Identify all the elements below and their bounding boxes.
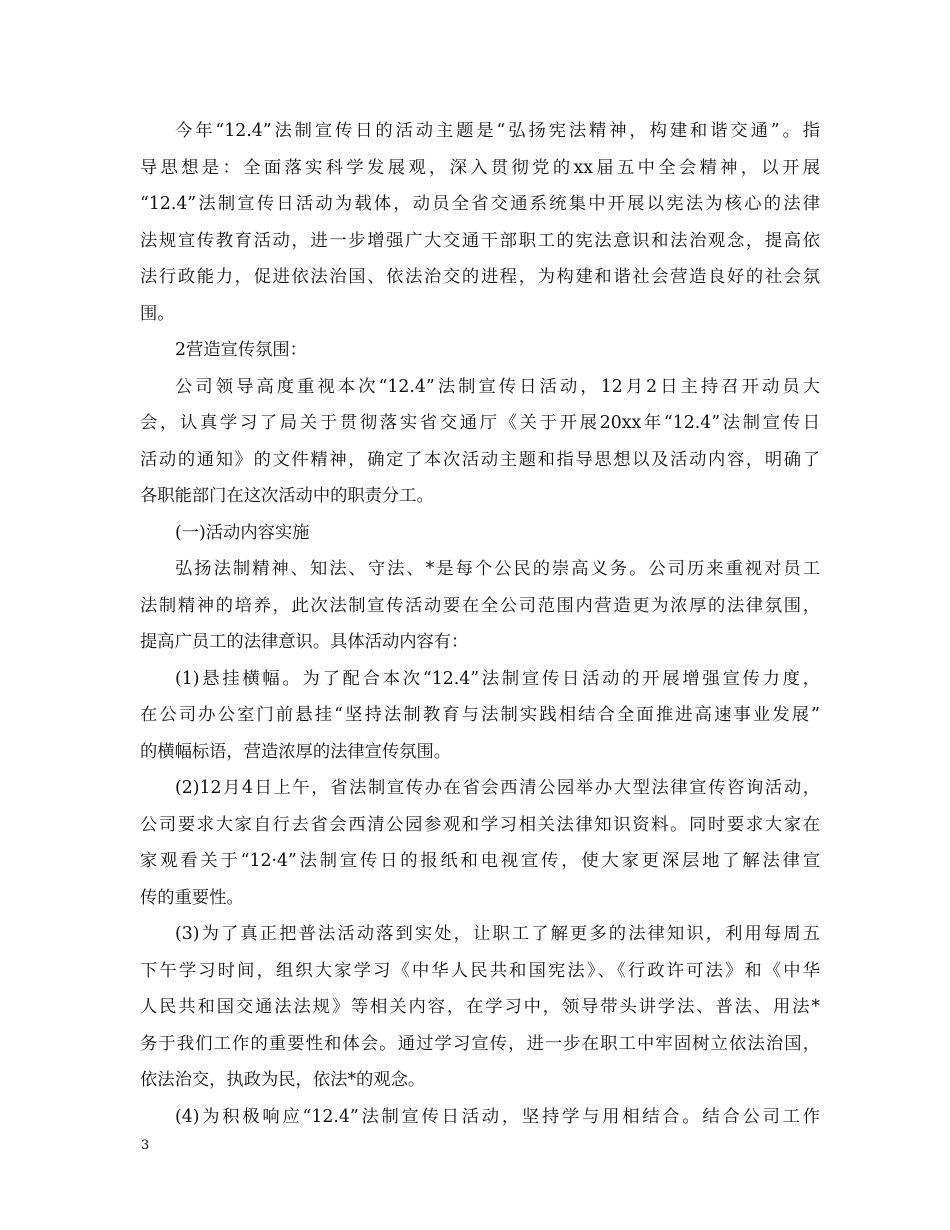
text-line: 会，认真学习了局关于贯彻落实省交通厅《关于开展20xx年“12.4”法制宣传日 — [140, 413, 820, 433]
page-number: 3 — [141, 1138, 150, 1153]
text-line: 公司领导高度重视本次“12.4”法制宣传日活动，12月2日主持召开动员大 — [175, 376, 820, 397]
text-line: 在公司办公室门前悬挂“坚持法制教育与法制实践相结合全面推进高速事业发展” — [140, 705, 820, 725]
text-line: 下午学习时间，组织大家学习《中华人民共和国宪法》、《行政许可法》和《中华 — [140, 960, 820, 981]
text-line: 各职能部门在这次活动中的职责分工。 — [140, 486, 434, 506]
text-line: 法规宣传教育活动，进一步增强广大交通干部职工的宪法意识和法治观念，提高依 — [140, 230, 820, 251]
text-line: 人民共和国交通法法规》等相关内容，在学习中，领导带头讲学法、普法、用法* — [140, 997, 820, 1017]
text-line: (2)12月4日上午，省法制宣传办在省会西清公园举办大型法律宣传咨询活动， — [175, 778, 820, 798]
text-line: 公司要求大家自行去省会西清公园参观和学习相关法律知识资料。同时要求大家在 — [140, 814, 820, 835]
text-line: 活动的通知》的文件精神，确定了本次活动主题和指导思想以及活动内容，明确了 — [140, 449, 820, 470]
text-line: (4)为积极响应“12.4”法制宣传日活动，坚持学与用相结合。结合公司工作 — [175, 1106, 820, 1127]
text-line: 家观看关于“12·4”法制宣传日的报纸和电视宣传，使大家更深层地了解法律宣 — [140, 851, 820, 871]
text-line: 法行政能力，促进依法治国、依法治交的进程，为构建和谐社会营造良好的社会氛 — [140, 267, 820, 287]
text-line: 弘扬法制精神、知法、守法、*是每个公民的崇高义务。公司历来重视对员工 — [175, 559, 820, 579]
text-line: 导思想是：全面落实科学发展观，深入贯彻党的xx届五中全会精神，以开展 — [140, 157, 820, 178]
text-line: (1)悬挂横幅。为了配合本次“12.4”法制宣传日活动的开展增强宣传力度， — [175, 668, 820, 689]
text-line: 法制精神的培养，此次法制宣传活动要在全公司范围内营造更为浓厚的法律氛围， — [140, 595, 820, 616]
text-line: 2营造宣传氛围： — [175, 340, 307, 360]
text-line: 围。 — [140, 303, 175, 324]
text-line: 依法治交，执政为民，依法*的观念。 — [140, 1070, 426, 1090]
text-line: 今年“12.4”法制宣传日的活动主题是“弘扬宪法精神，构建和谐交通”。指 — [175, 121, 820, 141]
text-line: 提高广员工的法律意识。具体活动内容有： — [140, 632, 469, 652]
text-line: (3)为了真正把普法活动落到实处，让职工了解更多的法律知识，利用每周五 — [175, 924, 820, 944]
text-line: “12.4”法制宣传日活动为载体，动员全省交通系统集中开展以宪法为核心的法律 — [140, 194, 820, 214]
text-line: 传的重要性。 — [140, 887, 244, 908]
text-line: 务于我们工作的重要性和体会。通过学习宣传，进一步在职工中牢固树立依法治国， — [140, 1033, 820, 1054]
document-body — [140, 113, 820, 1135]
text-line: 的横幅标语，营造浓厚的法律宣传氛围。 — [140, 741, 452, 762]
text-line: (一)活动内容实施 — [175, 522, 310, 543]
